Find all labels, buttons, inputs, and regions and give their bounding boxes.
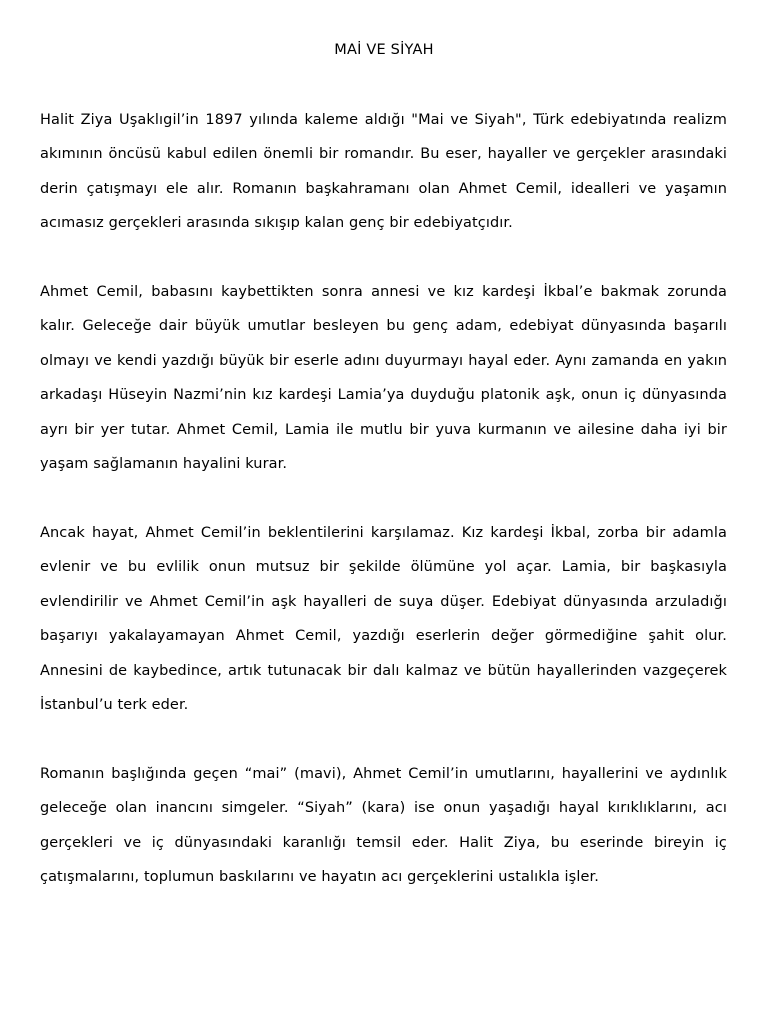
document-title: MAİ VE SİYAH <box>334 42 434 58</box>
paragraph-4: Romanın başlığında geçen “mai” (mavi), Ahmet Cemil’in umutlarını, hayallerini ve aydınlık geleceğe olan inancını simgeler. “Siyah” (kara) ise onun yaşadığı hayal kırıklıklarını, acı gerçekleri ve iç dünyasındaki karanlığı temsil eder. Halit Ziya, bu eserinde bireyin iç çatışmalarını, toplumun baskılarını ve hayatın acı gerçeklerini ustalıkla işler. <box>40 766 727 886</box>
paragraph-1: Halit Ziya Uşaklıgil’in 1897 yılında kaleme aldığı "Mai ve Siyah", Türk edebiyatında realizm akımının öncüsü kabul edilen önemli bir romandır. Bu eser, hayaller ve gerçekler arasındaki derin çatışmayı ele alır. Romanın başkahramanı olan Ahmet Cemil, idealleri ve yaşamın acımasız gerçekleri arasında sıkışıp kalan genç bir edebiyatçıdır. <box>40 112 727 232</box>
paragraph-2: Ahmet Cemil, babasını kaybettikten sonra annesi ve kız kardeşi İkbal’e bakmak zorunda kalır. Geleceğe dair büyük umutlar besleyen bu genç adam, edebiyat dünyasında başarılı olmayı ve kendi yazdığı büyük bir eserle adını duyurmayı hayal eder. Aynı zamanda en yakın arkadaşı Hüseyin Nazmi’nin kız kardeşi Lamia’ya duyduğu platonik aşk, onun iç dünyasında ayrı bir yer tutar. Ahmet Cemil, Lamia ile mutlu bir yuva kurmanın ve ailesine daha iyi bir yaşam sağlamanın hayalini kurar. <box>40 284 727 473</box>
paragraph-3: Ancak hayat, Ahmet Cemil’in beklentilerini karşılamaz. Kız kardeşi İkbal, zorba bir adamla evlenir ve bu evlilik onun mutsuz bir şekilde ölümüne yol açar. Lamia, bir başkasıyla evlendirilir ve Ahmet Cemil’in aşk hayalleri de suya düşer. Edebiyat dünyasında arzuladığı başarıyı yakalayamayan Ahmet Cemil, yazdığı eserlerin değer görmediğine şahit olur. Annesini de kaybedince, artık tutunacak bir dalı kalmaz ve bütün hayallerinden vazgeçerek İstanbul’u terk eder. <box>40 525 727 714</box>
